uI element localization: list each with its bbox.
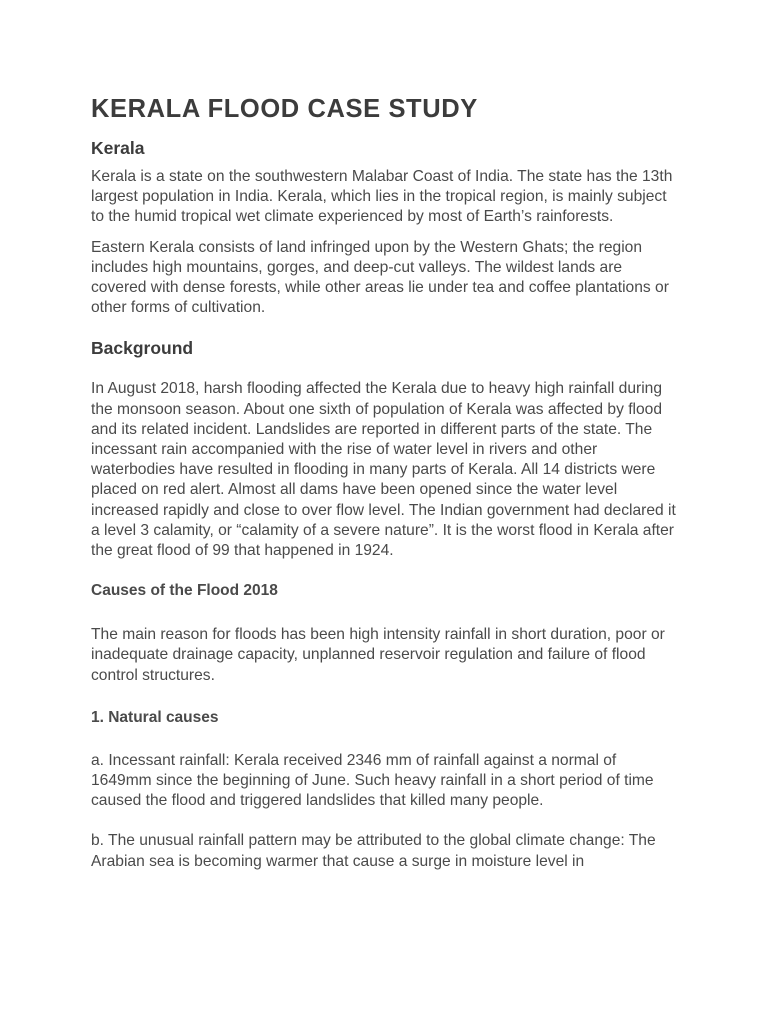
natural-cause-item-a: a. Incessant rainfall: Kerala received 2346 mm of rainfall against a normal of 1649mm since the beginning of June. Such heavy rainfall in a short period of time caused the flood and triggered landslides that killed many people. [91, 751, 654, 810]
causes-paragraph: The main reason for floods has been high intensity rainfall in short duration, poor or inadequate drainage capacity, unplanned reservoir regulation and failure of flood control structures. [91, 626, 665, 684]
section-heading-kerala: Kerala [91, 138, 145, 158]
section-heading-background: Background [91, 338, 194, 359]
document-content [91, 92, 681, 872]
subheading-natural-causes: 1. Natural causes [91, 708, 219, 726]
natural-cause-item-b: b. The unusual rainfall pattern may be attributed to the global climate change: The Arabian sea is becoming warmer that cause a surge in moisture level in [91, 832, 656, 870]
kerala-paragraph-2: Eastern Kerala consists of land infringed upon by the Western Ghats; the region includes high mountains, gorges, and deep-cut valleys. The wildest lands are covered with dense forests, while other areas lie under tea and coffee plantations or other forms of cultivation. [91, 238, 669, 317]
document-title: KERALA FLOOD CASE STUDY [91, 95, 478, 123]
background-paragraph: In August 2018, harsh flooding affected the Kerala due to heavy high rainfall during the monsoon season. About one sixth of population of Kerala was affected by flood and its related incident. Landslides are reported in different parts of the state. The incessant rain accompanied with the rise of water level in rivers and other waterbodies have resulted in flooding in many parts of Kerala. All 14 districts were placed on red alert. Almost all dams have been opened since the water level increased rapidly and close to over flow level. The Indian government had declared it a level 3 calamity, or “calamity of a severe nature”. It is the worst flood in Kerala after the great flood of 99 that happened in 1924. [91, 380, 676, 560]
section-heading-causes: Causes of the Flood 2018 [91, 582, 278, 600]
kerala-paragraph-1: Kerala is a state on the southwestern Malabar Coast of India. The state has the 13th largest population in India. Kerala, which lies in the tropical region, is mainly subject to the humid tropical wet climate experienced by most of Earth’s rainforests. [91, 168, 673, 226]
